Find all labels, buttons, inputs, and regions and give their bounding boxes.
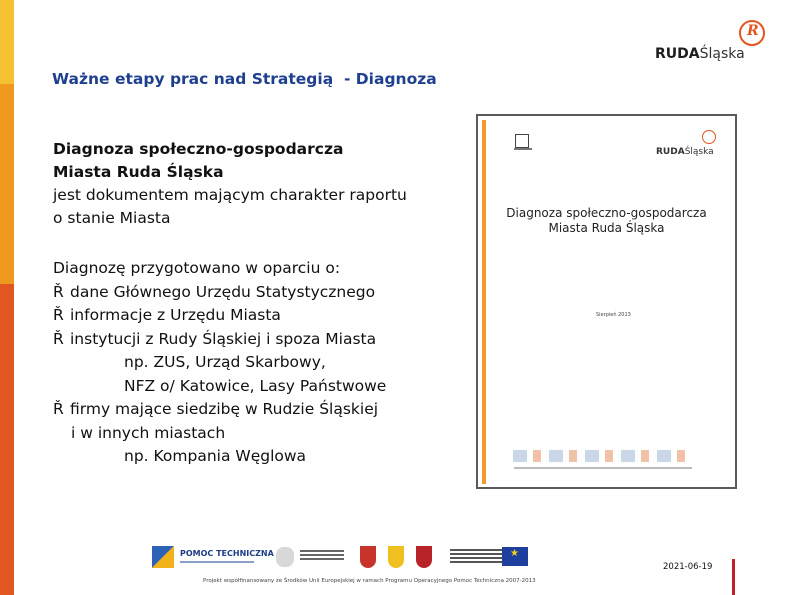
list-item	[53, 328, 386, 352]
eu-flag-icon	[502, 547, 528, 566]
cover-ruda-emblem-icon	[702, 130, 716, 144]
list-item-continuation: np. ZUS, Urząd Skarbowy,	[124, 353, 326, 371]
slide-date: 2021-06-19	[663, 562, 713, 572]
list-item	[53, 304, 386, 328]
intro-text	[53, 138, 407, 230]
sources-list	[53, 257, 386, 469]
logo-wordmark-bold: RUDA	[655, 46, 700, 62]
eu-fund-caption	[450, 549, 508, 565]
logo-wordmark-light: Śląska	[699, 46, 745, 62]
cover-logo-bold: RUDA	[656, 147, 685, 157]
logo-wordmark	[655, 46, 745, 62]
ministry-logo	[276, 545, 346, 571]
pomoc-techniczna-label: POMOC TECHNICZNA	[180, 549, 274, 558]
sources-heading: Diagnozę przygotowano w oparciu o:	[53, 259, 341, 277]
city-crest-icon	[360, 546, 376, 568]
bullet-glyph: Ř	[53, 400, 64, 418]
list-item-text: firmy mające siedzibę w Rudzie Śląskiej	[70, 400, 379, 418]
intro-line-2: Miasta Ruda Śląska	[53, 163, 224, 181]
list-item-continuation: np. Kompania Węglowa	[124, 447, 307, 465]
eagle-emblem-icon	[276, 547, 294, 567]
cover-footnote-line	[514, 467, 692, 469]
intro-line-4: o stanie Miasta	[53, 209, 171, 227]
city-crest-icon	[388, 546, 404, 568]
list-item-text: dane Głównego Urzędu Statystycznego	[70, 282, 376, 301]
side-accent-bar-bottom	[0, 284, 14, 595]
side-accent-bar-top	[0, 0, 14, 84]
list-item-continuation: NFZ o/ Katowice, Lasy Państwowe	[124, 376, 387, 395]
cover-title-line-1: Diagnoza społeczno-gospodarcza	[506, 206, 707, 220]
side-accent-bar-middle	[0, 84, 14, 284]
cover-sponsor-logos	[513, 450, 691, 462]
ministry-caption	[300, 550, 344, 562]
cover-rp-logo-icon	[515, 134, 529, 148]
pomoc-techniczna-logo	[150, 545, 274, 571]
cover-logo-wordmark	[656, 147, 714, 157]
intro-line-1: Diagnoza społeczno-gospodarcza	[53, 140, 344, 158]
cover-date: Sierpień 2013	[596, 312, 631, 318]
document-cover-image	[476, 114, 737, 489]
date-accent-bar	[732, 559, 735, 595]
pomoc-techniczna-icon	[152, 546, 174, 568]
footer-cofinancing-note: Projekt współfinansowany ze Środków Unii Europejskiej w ramach Programu Operacyjnego Pomoc Techniczna 2007-2013	[203, 578, 536, 584]
list-item-text: informacje z Urzędu Miasta	[70, 306, 281, 324]
city-crest-icon	[416, 546, 432, 568]
cover-rp-logo-caption	[514, 148, 532, 150]
ruda-slaska-logo	[655, 20, 755, 64]
cover-title	[478, 206, 735, 236]
bullet-glyph: Ř	[53, 329, 64, 348]
ruda-logo-emblem-icon	[739, 20, 765, 46]
bullet-glyph: Ř	[53, 282, 64, 301]
list-item	[53, 398, 386, 422]
cover-title-line-2: Miasta Ruda Śląska	[548, 221, 665, 235]
list-item-continuation: i w innych miastach	[71, 423, 226, 442]
intro-line-3: jest dokumentem mającym charakter raportu	[53, 186, 407, 204]
pomoc-techniczna-caption	[180, 561, 254, 563]
cover-stripe	[482, 120, 486, 484]
cover-logo-light: Śląska	[684, 147, 714, 157]
slide-title: Ważne etapy prac nad Strategią - Diagnoza	[52, 70, 437, 88]
list-item-text: instytucji z Rudy Śląskiej i spoza Miasta	[70, 329, 377, 348]
bullet-glyph: Ř	[53, 306, 64, 324]
list-item	[53, 281, 386, 305]
footer-sponsor-logos	[150, 545, 530, 571]
